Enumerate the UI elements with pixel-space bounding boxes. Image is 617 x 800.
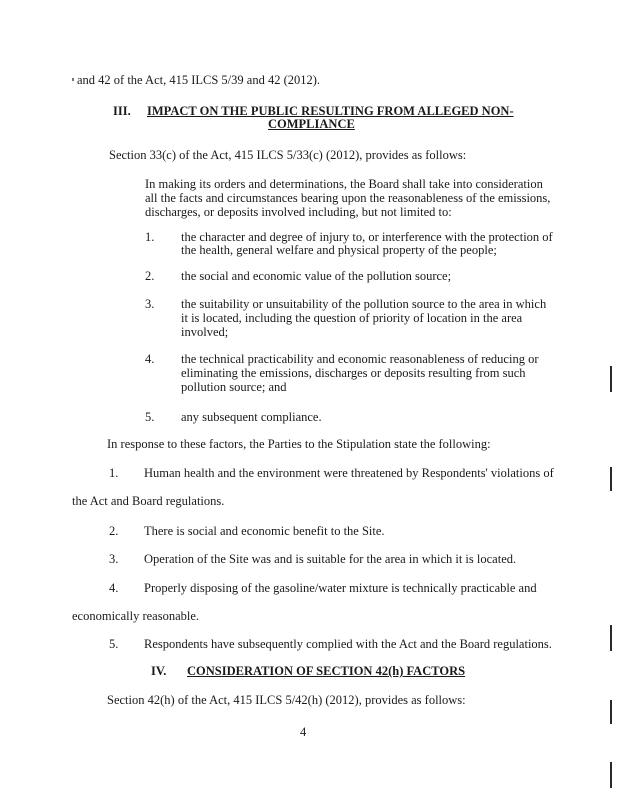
factor-2-line-1: the social and economic value of the pollution source;: [181, 269, 452, 283]
factor-4-number: 4.: [145, 352, 155, 366]
response-5-line-1: Respondents have subsequently complied with the Act and the Board regulations.: [144, 637, 552, 651]
response-2-number: 2.: [109, 524, 119, 538]
continuation-text: and 42 of the Act, 415 ILCS 5/39 and 42 (2012).: [77, 73, 321, 87]
factor-1-line-2: the health, general welfare and physical property of the people;: [181, 243, 497, 257]
factor-3-line-3: involved;: [181, 325, 229, 339]
factor-4-line-1: the technical practicability and economic reasonableness of reducing or: [181, 352, 539, 366]
response-4-line-1: Properly disposing of the gasoline/water mixture is technically practicable and: [144, 581, 537, 595]
revision-bar: [610, 467, 612, 491]
section-3-title-line2: COMPLIANCE: [268, 117, 355, 131]
page-number: 4: [300, 725, 307, 739]
response-3-number: 3.: [109, 552, 119, 566]
factor-5-line-1: any subsequent compliance.: [181, 410, 322, 424]
factor-3-line-2: it is located, including the question of priority of location in the area: [181, 311, 523, 325]
quote-line-1: In making its orders and determinations, the Board shall take into consideration: [145, 177, 543, 191]
section-3-title-line1: IMPACT ON THE PUBLIC RESULTING FROM ALLEGED NON-: [147, 104, 514, 118]
response-1-line-2: the Act and Board regulations.: [72, 494, 225, 508]
response-4-line-2: economically reasonable.: [72, 609, 200, 623]
factor-5-number: 5.: [145, 410, 155, 424]
factor-1-line-1: the character and degree of injury to, or interference with the protection of: [181, 230, 553, 244]
factor-3-number: 3.: [145, 297, 155, 311]
response-5-number: 5.: [109, 637, 119, 651]
section-3-numeral: III.: [113, 104, 131, 118]
response-1-line-1: Human health and the environment were threatened by Respondents' violations of: [144, 466, 554, 480]
section-33c-intro: Section 33(c) of the Act, 415 ILCS 5/33(c) (2012), provides as follows:: [109, 148, 467, 162]
quote-line-3: discharges, or deposits involved including, but not limited to:: [145, 205, 452, 219]
revision-bar: [610, 625, 612, 651]
quote-line-2: all the facts and circumstances bearing upon the reasonableness of the emissions,: [145, 191, 551, 205]
section-42h-intro: Section 42(h) of the Act, 415 ILCS 5/42(h) (2012), provides as follows:: [107, 693, 466, 707]
factor-3-line-1: the suitability or unsuitability of the pollution source to the area in which: [181, 297, 547, 311]
scan-artifact: [72, 78, 74, 81]
response-4-number: 4.: [109, 581, 119, 595]
revision-bar: [610, 762, 612, 788]
factor-1-number: 1.: [145, 230, 155, 244]
section-4-title: CONSIDERATION OF SECTION 42(h) FACTORS: [187, 664, 466, 678]
factor-2-number: 2.: [145, 269, 155, 283]
response-3-line-1: Operation of the Site was and is suitable for the area in which it is located.: [144, 552, 517, 566]
revision-bar: [610, 700, 612, 724]
factor-4-line-2: eliminating the emissions, discharges or deposits resulting from such: [181, 366, 526, 380]
response-1-number: 1.: [109, 466, 119, 480]
section-4-numeral: IV.: [151, 664, 167, 678]
response-intro: In response to these factors, the Parties to the Stipulation state the following:: [107, 437, 491, 451]
factor-4-line-3: pollution source; and: [181, 380, 287, 394]
revision-bar: [610, 366, 612, 392]
response-2-line-1: There is social and economic benefit to the Site.: [144, 524, 385, 538]
